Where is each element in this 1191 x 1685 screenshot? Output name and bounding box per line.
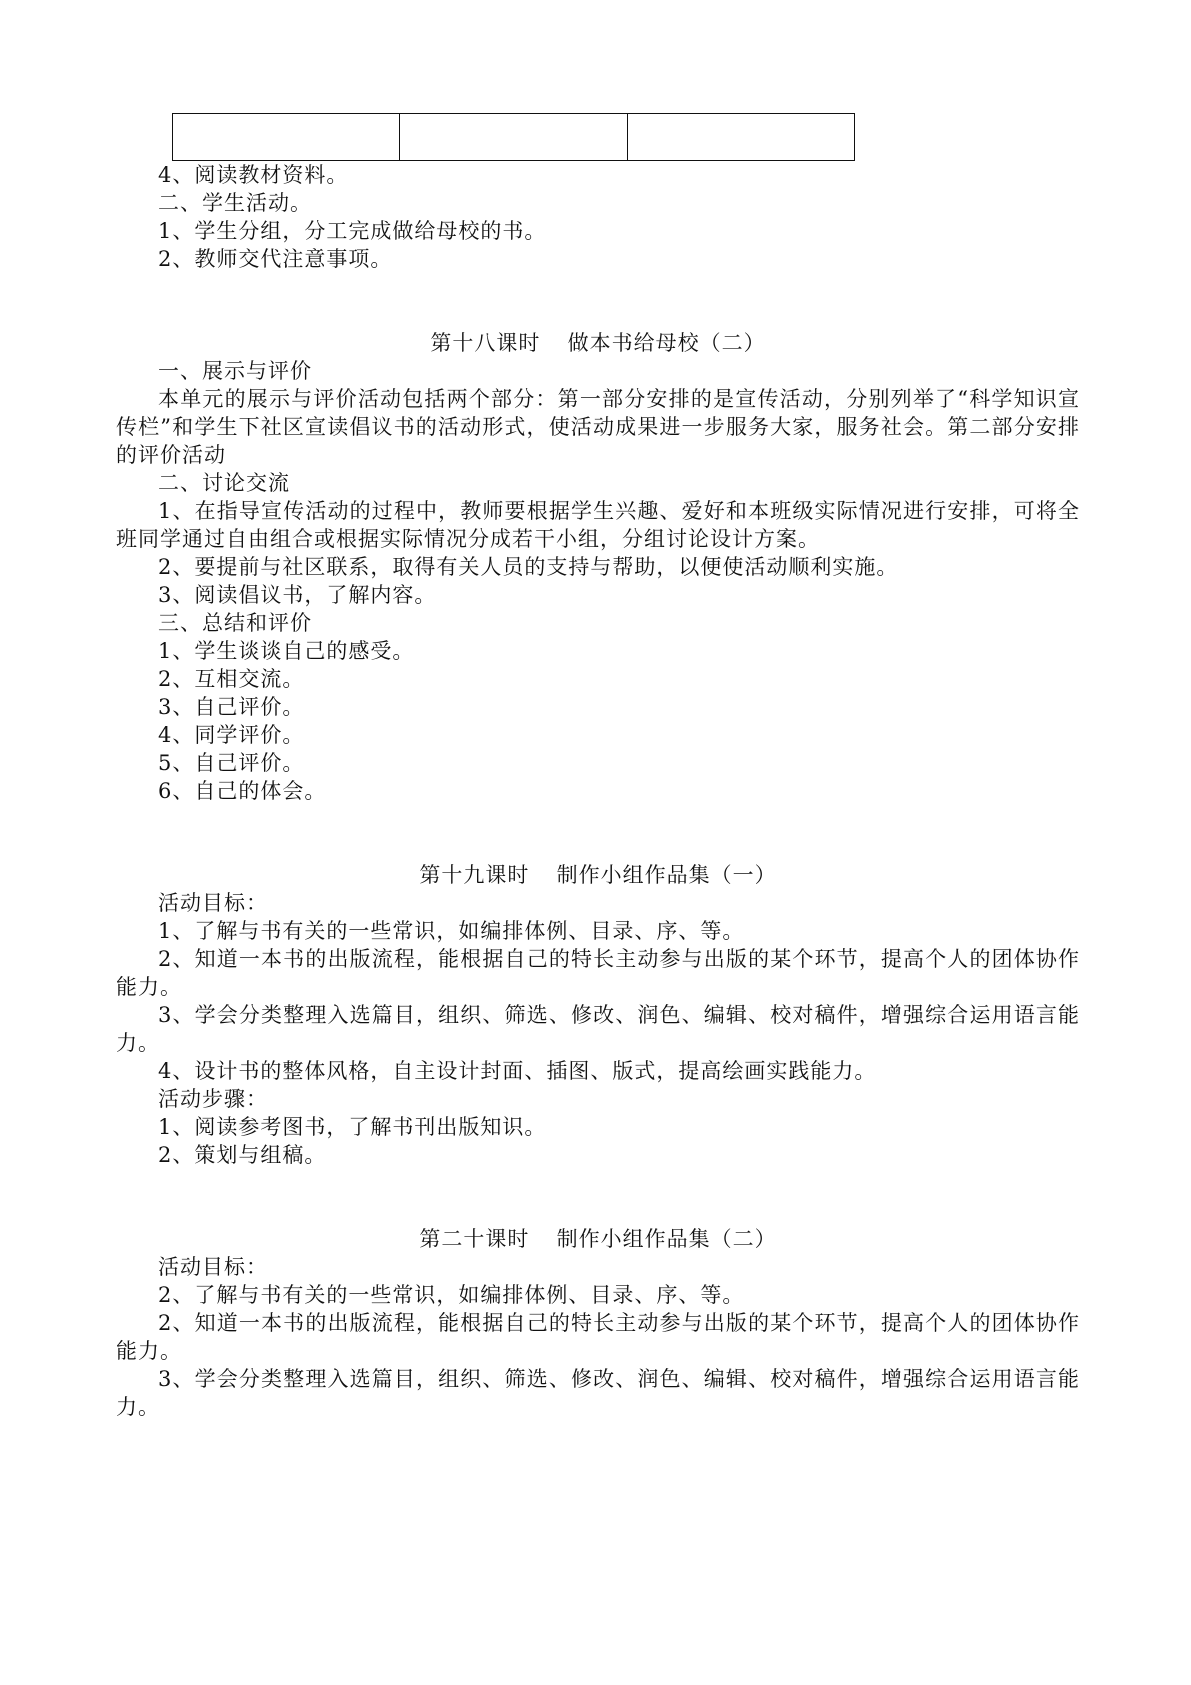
paragraph: 1、学生分组，分工完成做给母校的书。 — [158, 219, 547, 243]
paragraph: 1、了解与书有关的一些常识，如编排体例、目录、序、等。 — [158, 919, 745, 943]
paragraph: 本单元的展示与评价活动包括两个部分：第一部分安排的是宣传活动，分别列举了“科学知识宣传栏”和学生下社区宣读倡议书的活动形式，使活动成果进一步服务大家，服务社会。第二部分安排的评价活动 — [116, 387, 1080, 467]
paragraph: 一、展示与评价 — [158, 359, 312, 383]
section-number: 第十八课时 — [430, 331, 541, 355]
top-table-fragment — [172, 113, 855, 161]
paragraph: 1、阅读参考图书，了解书刊出版知识。 — [158, 1115, 547, 1139]
paragraph: 5、自己评价。 — [158, 751, 305, 775]
section-name: 制作小组作品集（二） — [556, 1227, 777, 1251]
paragraph: 三、总结和评价 — [158, 611, 312, 635]
table-cell — [400, 114, 627, 161]
paragraph: 4、同学评价。 — [158, 723, 305, 747]
paragraph: 4、阅读教材资料。 — [158, 163, 349, 187]
paragraph: 2、策划与组稿。 — [158, 1143, 327, 1167]
paragraph: 2、了解与书有关的一些常识，如编排体例、目录、序、等。 — [158, 1283, 745, 1307]
paragraph: 3、学会分类整理入选篇目，组织、筛选、修改、润色、编辑、校对稿件，增强综合运用语言能力。 — [116, 1003, 1080, 1055]
table-cell — [173, 114, 400, 161]
paragraph: 3、自己评价。 — [158, 695, 305, 719]
section-title — [116, 1225, 1080, 1253]
paragraph: 活动目标： — [158, 1255, 268, 1279]
paragraph: 活动目标： — [158, 891, 268, 915]
paragraph: 2、知道一本书的出版流程，能根据自己的特长主动参与出版的某个环节，提高个人的团体协作能力。 — [116, 947, 1080, 999]
section-title — [116, 861, 1080, 889]
paragraph: 6、自己的体会。 — [158, 779, 327, 803]
paragraph: 二、学生活动。 — [158, 191, 312, 215]
paragraph: 2、互相交流。 — [158, 667, 305, 691]
paragraph: 3、学会分类整理入选篇目，组织、筛选、修改、润色、编辑、校对稿件，增强综合运用语言能力。 — [116, 1367, 1080, 1419]
paragraph: 1、在指导宣传活动的过程中，教师要根据学生兴趣、爱好和本班级实际情况进行安排，可将全班同学通过自由组合或根据实际情况分成若干小组，分组讨论设计方案。 — [116, 499, 1080, 551]
paragraph: 二、讨论交流 — [158, 471, 290, 495]
paragraph: 3、阅读倡议书，了解内容。 — [158, 583, 437, 607]
paragraph: 2、教师交代注意事项。 — [158, 247, 393, 271]
paragraph: 2、要提前与社区联系，取得有关人员的支持与帮助，以便使活动顺利实施。 — [158, 555, 899, 579]
paragraph: 4、设计书的整体风格，自主设计封面、插图、版式，提高绘画实践能力。 — [158, 1059, 877, 1083]
section-number: 第十九课时 — [419, 863, 530, 887]
table-row — [173, 114, 855, 161]
section-name: 做本书给母校（二） — [567, 331, 766, 355]
section-number: 第二十课时 — [419, 1227, 530, 1251]
document-body — [116, 161, 1080, 1421]
paragraph: 2、知道一本书的出版流程，能根据自己的特长主动参与出版的某个环节，提高个人的团体协作能力。 — [116, 1311, 1080, 1363]
paragraph: 1、学生谈谈自己的感受。 — [158, 639, 415, 663]
section-title — [116, 329, 1080, 357]
paragraph: 活动步骤： — [158, 1087, 268, 1111]
section-name: 制作小组作品集（一） — [556, 863, 777, 887]
table-cell — [627, 114, 854, 161]
